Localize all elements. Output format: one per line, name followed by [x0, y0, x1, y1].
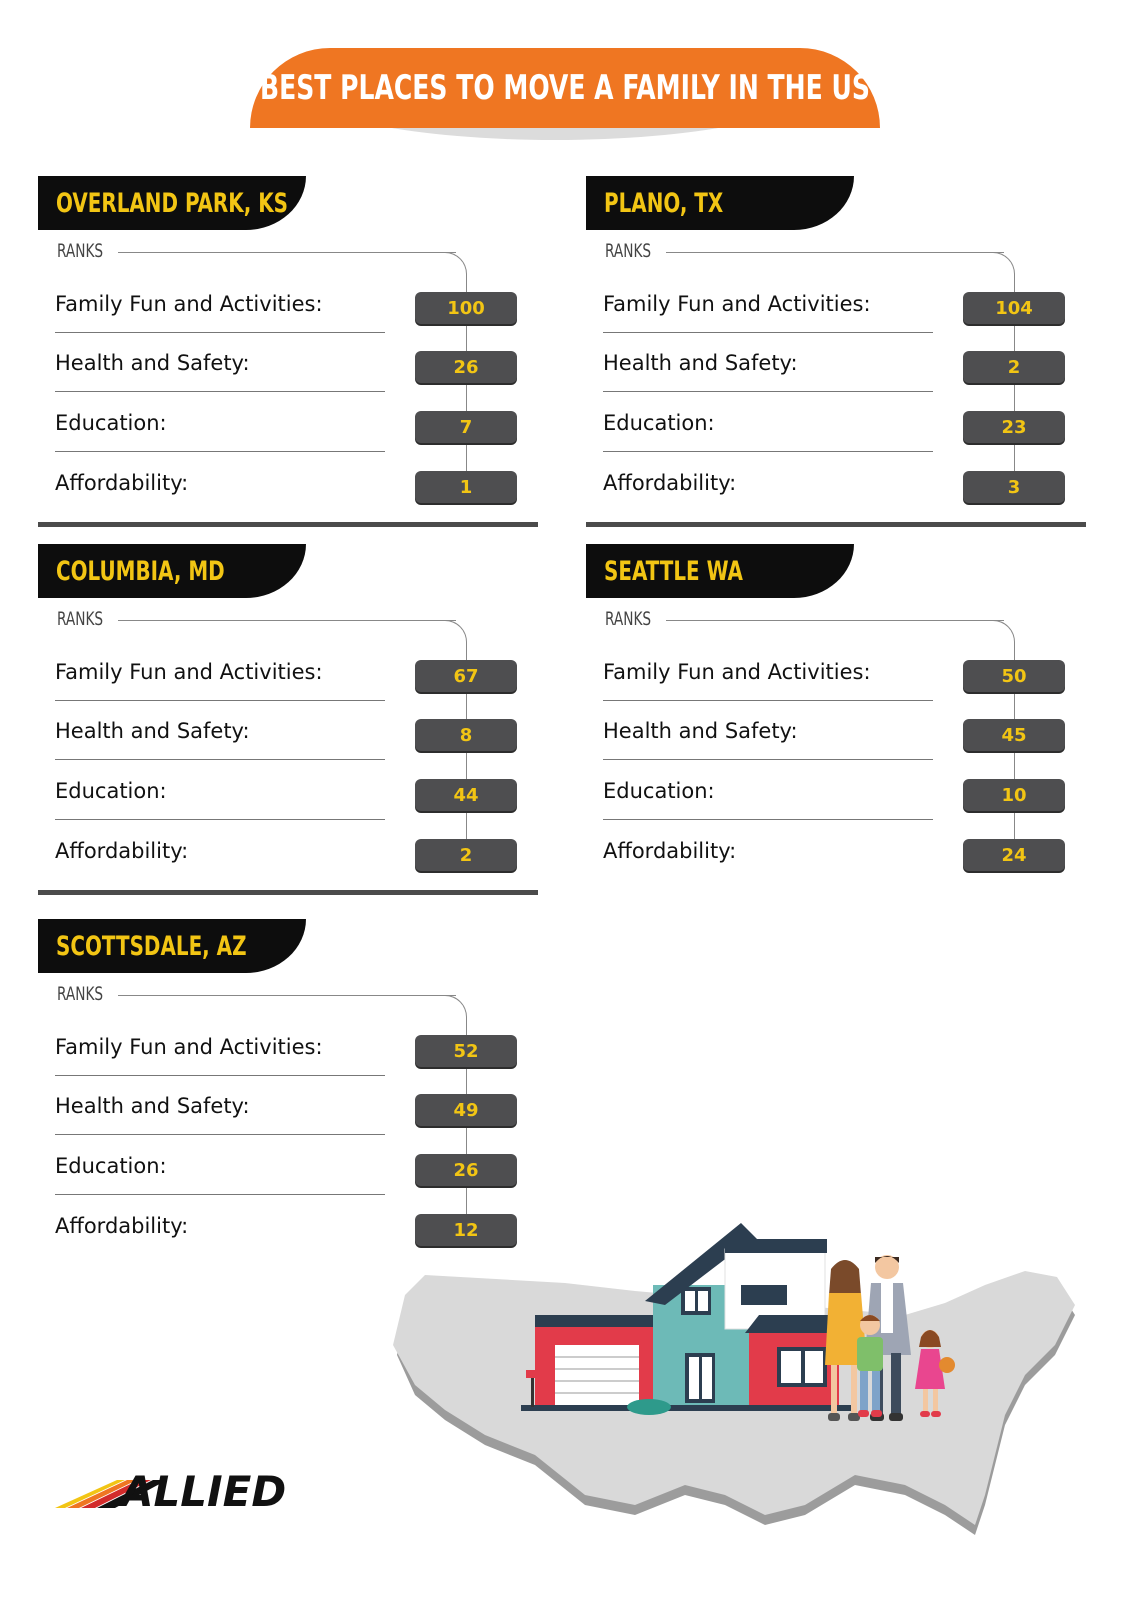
category-label: Education:	[55, 411, 167, 435]
row-divider	[55, 700, 385, 701]
panel-rule	[586, 522, 1086, 527]
category-label: Health and Safety:	[55, 351, 250, 375]
rank-row	[55, 461, 535, 521]
ranks-label: RANKS	[605, 240, 652, 262]
city-name: OVERLAND PARK, KS	[56, 187, 288, 219]
rank-badge: 3	[963, 471, 1065, 503]
logo-text: ALLIED	[121, 1467, 287, 1516]
category-label: Health and Safety:	[55, 719, 250, 743]
category-label: Affordability:	[55, 1214, 189, 1238]
rank-row	[55, 282, 535, 342]
rank-row	[55, 1025, 535, 1085]
rank-row	[55, 829, 535, 889]
category-label: Family Fun and Activities:	[603, 292, 871, 316]
ranks-label: RANKS	[57, 240, 104, 262]
city-panel-plano	[586, 176, 1096, 536]
category-label: Family Fun and Activities:	[55, 1035, 323, 1059]
category-label: Affordability:	[603, 839, 737, 863]
row-divider	[55, 1075, 385, 1076]
page-title: BEST PLACES TO MOVE A FAMILY IN THE US	[260, 68, 871, 108]
city-tab	[38, 544, 306, 598]
rank-row	[55, 769, 535, 829]
rank-badge: 26	[415, 1154, 517, 1186]
ranks-label: RANKS	[57, 983, 104, 1005]
rank-row	[55, 341, 535, 401]
logo-stripes-icon	[55, 1462, 315, 1522]
ranks-label: RANKS	[605, 608, 652, 630]
row-divider	[603, 819, 933, 820]
city-tab	[586, 176, 854, 230]
rank-row	[603, 401, 1083, 461]
rank-badge: 2	[963, 351, 1065, 383]
rank-badge: 7	[415, 411, 517, 443]
rank-row	[603, 769, 1083, 829]
rank-badge: 8	[415, 719, 517, 751]
category-label: Education:	[603, 779, 715, 803]
rank-row	[55, 1084, 535, 1144]
city-panel-overland-park	[38, 176, 548, 536]
rank-row	[55, 650, 535, 710]
rank-badge: 49	[415, 1094, 517, 1126]
row-divider	[603, 332, 933, 333]
category-label: Family Fun and Activities:	[55, 292, 323, 316]
ranks-label: RANKS	[57, 608, 104, 630]
row-divider	[55, 819, 385, 820]
city-tab	[38, 919, 306, 973]
panel-rule	[38, 522, 538, 527]
rank-row	[603, 709, 1083, 769]
category-label: Health and Safety:	[603, 719, 798, 743]
rank-row	[603, 461, 1083, 521]
rank-row	[55, 709, 535, 769]
us-map-house-family-illustration	[385, 1215, 1085, 1555]
row-divider	[55, 759, 385, 760]
ranks-connector	[118, 620, 456, 621]
city-name: COLUMBIA, MD	[56, 555, 225, 587]
city-panel-seattle	[586, 544, 1096, 904]
rank-row	[603, 650, 1083, 710]
rank-badge: 10	[963, 779, 1065, 811]
title-banner	[250, 48, 880, 128]
city-tab	[586, 544, 854, 598]
category-label: Family Fun and Activities:	[603, 660, 871, 684]
category-label: Affordability:	[603, 471, 737, 495]
rank-badge: 26	[415, 351, 517, 383]
rank-badge: 2	[415, 839, 517, 871]
rank-badge: 44	[415, 779, 517, 811]
rank-row	[55, 401, 535, 461]
panel-rule	[38, 890, 538, 895]
row-divider	[55, 1194, 385, 1195]
row-divider	[603, 391, 933, 392]
rank-row	[55, 1144, 535, 1204]
rank-badge: 23	[963, 411, 1065, 443]
row-divider	[603, 759, 933, 760]
category-label: Health and Safety:	[603, 351, 798, 375]
ranks-connector	[118, 995, 456, 996]
ranks-connector	[666, 252, 1004, 253]
ranks-connector	[666, 620, 1004, 621]
category-label: Health and Safety:	[55, 1094, 250, 1118]
category-label: Family Fun and Activities:	[55, 660, 323, 684]
rank-badge: 24	[963, 839, 1065, 871]
rank-badge: 52	[415, 1035, 517, 1067]
row-divider	[603, 451, 933, 452]
rank-row	[603, 341, 1083, 401]
row-divider	[55, 332, 385, 333]
rank-badge: 67	[415, 660, 517, 692]
ranks-connector	[118, 252, 456, 253]
allied-logo	[55, 1462, 315, 1522]
category-label: Affordability:	[55, 471, 189, 495]
house-icon	[521, 1223, 851, 1415]
row-divider	[55, 391, 385, 392]
rank-row	[603, 829, 1083, 889]
rank-badge: 100	[415, 292, 517, 324]
rank-badge: 1	[415, 471, 517, 503]
row-divider	[55, 1134, 385, 1135]
row-divider	[603, 700, 933, 701]
rank-row	[603, 282, 1083, 342]
category-label: Affordability:	[55, 839, 189, 863]
rank-badge: 104	[963, 292, 1065, 324]
category-label: Education:	[603, 411, 715, 435]
city-name: PLANO, TX	[604, 187, 724, 219]
city-tab	[38, 176, 306, 230]
rank-badge: 12	[415, 1214, 517, 1246]
rank-badge: 50	[963, 660, 1065, 692]
row-divider	[55, 451, 385, 452]
city-name: SEATTLE WA	[604, 555, 743, 587]
category-label: Education:	[55, 779, 167, 803]
city-name: SCOTTSDALE, AZ	[56, 930, 247, 962]
rank-badge: 45	[963, 719, 1065, 751]
category-label: Education:	[55, 1154, 167, 1178]
city-panel-columbia	[38, 544, 548, 904]
